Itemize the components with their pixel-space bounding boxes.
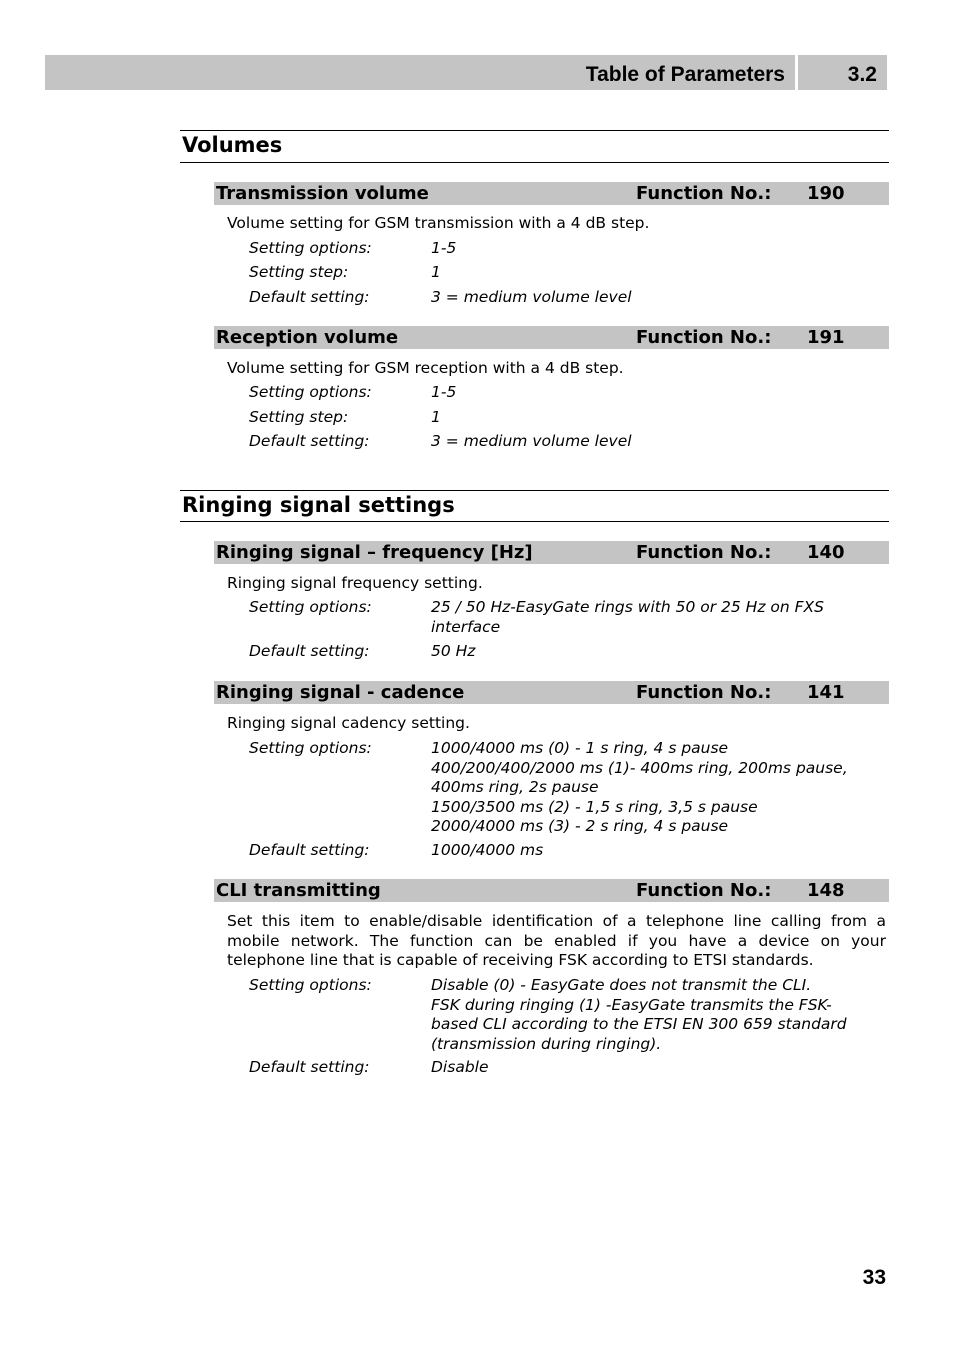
setting-label: Setting step: <box>249 263 349 281</box>
setting-value <box>431 841 886 861</box>
setting-value <box>431 408 886 428</box>
setting-value-line: 1500/3500 ms (2) - 1,5 s ring, 3,5 s pause <box>431 797 758 816</box>
setting-value-line: 1-5 <box>431 383 457 401</box>
param-header-ringing-frequency <box>214 541 889 564</box>
param-name: Ringing signal – frequency [Hz] <box>216 542 533 563</box>
param-description: Ringing signal cadency setting. <box>227 714 470 732</box>
param-header-reception-volume <box>214 326 889 349</box>
setting-value-line: 400/200/400/2000 ms (1)- 400ms ring, 200ms pause, <box>431 758 848 777</box>
param-description: Volume setting for GSM transmission with a 4 dB step. <box>227 214 650 232</box>
setting-value-line: 1-5 <box>431 239 457 257</box>
setting-value <box>431 976 886 1054</box>
running-header <box>45 55 795 90</box>
setting-value-line: 25 / 50 Hz-EasyGate rings with 50 or 25 Hz on FXS <box>431 598 824 616</box>
function-number: 148 <box>807 880 845 901</box>
setting-label: Default setting: <box>249 841 370 859</box>
header-section-box <box>798 55 887 90</box>
section-title-volumes: Volumes <box>182 133 283 157</box>
setting-value <box>431 598 886 637</box>
page-number: 33 <box>862 1266 886 1289</box>
setting-value <box>431 739 886 837</box>
setting-label: Setting options: <box>249 383 372 401</box>
setting-value-line: 3 = medium volume level <box>431 432 632 450</box>
setting-value-line: 1 <box>431 263 441 281</box>
function-label: Function No.: <box>636 880 772 901</box>
setting-value-line: 3 = medium volume level <box>431 288 632 306</box>
setting-value <box>431 432 886 452</box>
function-label: Function No.: <box>636 682 772 703</box>
header-section-number: 3.2 <box>847 63 877 86</box>
setting-value-line: 400ms ring, 2s pause <box>431 778 599 796</box>
setting-value-line: 2000/4000 ms (3) - 2 s ring, 4 s pause <box>431 817 729 835</box>
setting-value <box>431 1058 886 1078</box>
function-number: 141 <box>807 682 845 703</box>
function-number: 190 <box>807 183 845 204</box>
header-title: Table of Parameters <box>585 63 785 86</box>
param-description: Set this item to enable/disable identification of a telephone line calling from a mobile network. The function can be enabled if you have a device on your telephone line that is capable of receiving FSK according to ETSI standards. <box>227 912 886 969</box>
param-name: Transmission volume <box>216 183 429 204</box>
setting-label: Setting options: <box>249 239 372 257</box>
setting-value <box>431 263 886 283</box>
setting-label: Setting options: <box>249 976 372 994</box>
function-number: 191 <box>807 327 845 348</box>
setting-label: Setting options: <box>249 598 372 616</box>
param-name: CLI transmitting <box>216 880 381 901</box>
section-rule-top <box>180 130 889 131</box>
setting-value-line: FSK during ringing (1) -EasyGate transmits the FSK- <box>431 995 832 1014</box>
setting-label: Default setting: <box>249 1058 370 1076</box>
setting-label: Default setting: <box>249 288 370 306</box>
setting-value <box>431 642 886 662</box>
section-rule-bottom <box>180 162 889 163</box>
section-rule-bottom <box>180 521 889 522</box>
setting-value <box>431 288 886 308</box>
setting-label: Setting options: <box>249 739 372 757</box>
param-description: Volume setting for GSM reception with a 4 dB step. <box>227 359 624 377</box>
param-description: Ringing signal frequency setting. <box>227 574 483 592</box>
setting-value-line: Disable <box>431 1058 489 1076</box>
param-name: Ringing signal - cadence <box>216 682 465 703</box>
param-header-transmission-volume <box>214 182 889 205</box>
setting-value-line: (transmission during ringing). <box>431 1034 662 1053</box>
setting-label: Setting step: <box>249 408 349 426</box>
section-rule-top <box>180 490 889 491</box>
setting-label: Default setting: <box>249 432 370 450</box>
function-label: Function No.: <box>636 327 772 348</box>
function-label: Function No.: <box>636 183 772 204</box>
setting-value-line: 50 Hz <box>431 642 476 660</box>
setting-value-line: Disable (0) - EasyGate does not transmit the CLI. <box>431 976 812 994</box>
setting-label: Default setting: <box>249 642 370 660</box>
param-header-ringing-cadence <box>214 681 889 704</box>
setting-value-line: 1000/4000 ms (0) - 1 s ring, 4 s pause <box>431 739 729 757</box>
param-header-cli-transmitting <box>214 879 889 902</box>
function-label: Function No.: <box>636 542 772 563</box>
setting-value-line: 1 <box>431 408 441 426</box>
function-number: 140 <box>807 542 845 563</box>
setting-value-line: interface <box>431 617 501 636</box>
setting-value-line: 1000/4000 ms <box>431 841 544 859</box>
setting-value <box>431 383 886 403</box>
setting-value-line: based CLI according to the ETSI EN 300 659 standard <box>431 1015 847 1033</box>
section-title-ringing-signal: Ringing signal settings <box>182 493 455 517</box>
setting-value <box>431 239 886 259</box>
param-name: Reception volume <box>216 327 399 348</box>
